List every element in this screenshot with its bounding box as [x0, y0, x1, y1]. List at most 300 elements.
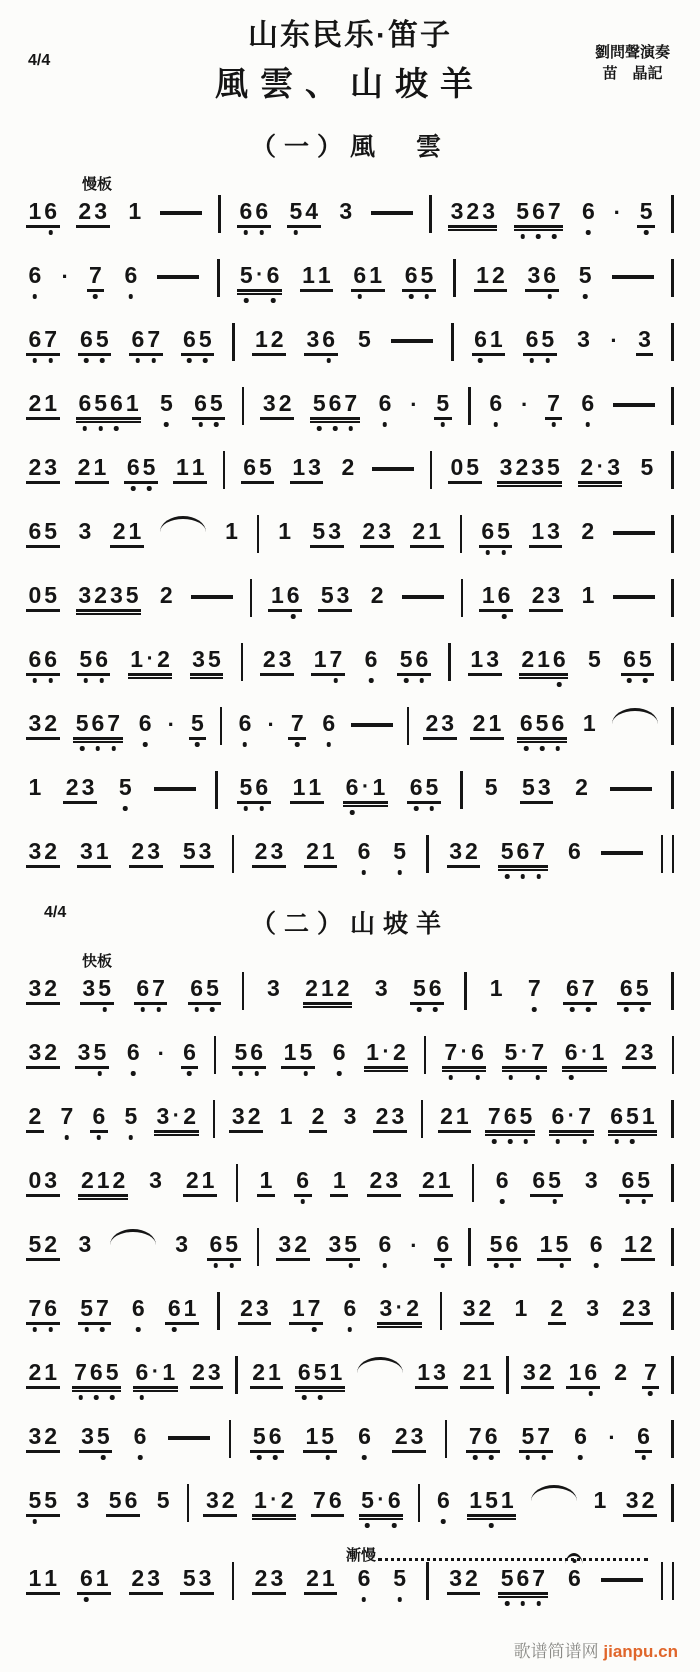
note-digit: 2 [28, 1359, 42, 1385]
note-digit: 1 [417, 1359, 431, 1385]
note-digit: 2 [341, 454, 355, 480]
note-digit: 1 [641, 1103, 655, 1129]
music-line [26, 1489, 674, 1533]
note-digit: 2 [466, 198, 480, 224]
note-digit: 1 [259, 1167, 273, 1193]
note-digit: 3 [625, 1487, 639, 1513]
note-group [410, 520, 444, 548]
low-octave-dot [397, 870, 402, 875]
note-digit: 1 [279, 1103, 293, 1129]
note-digit: 3 [109, 582, 123, 608]
note-digit: 7 [328, 648, 344, 671]
low-octave-dot [404, 678, 409, 683]
note-digit: 1 [437, 1167, 451, 1193]
note-group [318, 584, 352, 612]
note-digit: 2 [472, 710, 486, 736]
note-digit: 1 [623, 1231, 637, 1257]
note-group [126, 200, 144, 225]
note-digit: 5 [312, 1361, 328, 1384]
note-digit: 3 [586, 1295, 600, 1321]
note-digit: 1 [470, 646, 484, 672]
music-line [26, 328, 674, 372]
note-digit: 6 [403, 264, 419, 287]
low-octave-dot [78, 1395, 83, 1400]
low-octave-dot [570, 1007, 575, 1012]
augmentation-dot: · [580, 1040, 588, 1063]
note-digit: 3 [547, 582, 561, 608]
note-group [116, 776, 134, 801]
note-digit: 6 [94, 648, 110, 671]
note-digit: 1 [278, 518, 292, 544]
note-group [131, 1425, 149, 1450]
note-group [304, 840, 338, 868]
note-group [26, 977, 60, 1005]
low-octave-dot [84, 358, 89, 363]
note-digit: 3 [198, 1565, 212, 1591]
note-group [467, 1489, 516, 1517]
series-title: 山东民乐·笛子 [248, 19, 452, 52]
note-group [26, 1169, 60, 1197]
note-digit: 6 [502, 1105, 518, 1128]
note-digit: 7 [577, 1105, 593, 1128]
note-digit: 5 [97, 977, 113, 1000]
note-digit: 5 [398, 648, 414, 671]
note-digit: 5 [125, 582, 139, 608]
note-group [58, 1105, 76, 1130]
low-octave-dot [325, 1455, 330, 1460]
note-group [76, 392, 141, 420]
note-digit: 6 [515, 840, 531, 863]
note-digit: 3 [78, 1231, 92, 1257]
section2-tempo: 快板 [82, 953, 113, 970]
note-digit: 3 [28, 1039, 42, 1065]
page-title: 風雲、山坡羊 [215, 65, 485, 102]
note-digit: 1 [320, 975, 334, 1001]
note-digit: 7 [306, 1297, 322, 1320]
low-octave-dot [33, 294, 38, 299]
note-digit: 3 [339, 198, 353, 224]
watermark-site-name: 歌谱简谱网 [513, 1642, 599, 1661]
note-digit: 6 [78, 1567, 94, 1590]
note-group [128, 648, 173, 676]
note-digit: 1 [332, 1167, 346, 1193]
note-group [303, 1425, 337, 1453]
note-digit: 6 [357, 1425, 373, 1448]
barline [671, 1292, 674, 1330]
note-digit: 6 [132, 1425, 148, 1448]
note-group [154, 1105, 199, 1133]
note-group [407, 776, 441, 804]
note-group [26, 840, 60, 868]
note-digit: 1 [478, 1359, 492, 1385]
note-digit: 1 [283, 1039, 297, 1065]
barline [407, 707, 410, 745]
note-digit: 1 [44, 390, 58, 416]
barline [187, 1484, 190, 1522]
note-group [360, 520, 394, 548]
note-group [466, 1425, 500, 1453]
note-digit: 6 [182, 328, 198, 351]
note-group [252, 328, 286, 356]
note-digit: 0 [28, 582, 42, 608]
note-group [157, 392, 175, 417]
note-digit: 2 [294, 1231, 307, 1257]
note-digit: 2 [641, 1487, 655, 1513]
note-digit: 2 [580, 454, 594, 480]
note-digit: 7 [530, 1041, 546, 1064]
note-digit: 6 [550, 712, 566, 735]
note-digit: 6 [189, 977, 205, 1000]
augmentation-dot: · [521, 392, 529, 417]
note-group [415, 1361, 449, 1389]
augmentation-dot: · [610, 328, 618, 353]
low-octave-dot [489, 1455, 494, 1460]
low-octave-dot [48, 358, 53, 363]
note-digit: 5 [27, 1489, 43, 1512]
note-digit: 5 [190, 712, 206, 735]
note-digit: 5 [419, 264, 435, 287]
note-digit: 5 [435, 392, 451, 415]
barline [426, 1562, 429, 1600]
sustain-dash [168, 1436, 210, 1440]
augmentation-dot: · [382, 1040, 390, 1063]
note-digit: 2 [421, 1167, 435, 1193]
note-digit: 3 [527, 262, 541, 288]
note-digit: 2 [112, 518, 126, 544]
note-group [304, 328, 338, 356]
note-group [355, 1567, 373, 1592]
low-octave-dot [300, 1199, 305, 1204]
note-digit: 4 [305, 198, 319, 224]
note-digit: 6 [473, 328, 489, 351]
augmentation-dot: · [520, 1040, 528, 1063]
barline [232, 323, 235, 361]
low-octave-dot [214, 1263, 219, 1268]
low-octave-dot [365, 1523, 370, 1528]
note-digit: 6 [88, 1361, 104, 1384]
note-group [26, 1297, 60, 1325]
note-group [545, 392, 563, 420]
note-group [311, 648, 345, 676]
low-octave-dot [348, 1263, 353, 1268]
low-octave-dot [509, 1075, 514, 1080]
music-line [26, 584, 674, 628]
low-octave-dot [84, 1597, 89, 1602]
note-digit: 5 [208, 392, 224, 415]
note-group [203, 1489, 237, 1517]
low-octave-dot [131, 486, 136, 491]
low-octave-dot [586, 1007, 591, 1012]
note-group [78, 1169, 127, 1197]
note-digit: 5 [515, 200, 531, 223]
note-group [76, 520, 94, 545]
note-digit: 6 [238, 200, 254, 223]
barline [671, 771, 674, 809]
note-group [474, 264, 508, 292]
note-digit: 2 [538, 1359, 552, 1385]
note-digit: 1 [481, 582, 495, 608]
note-group [290, 776, 324, 804]
note-digit: 3 [28, 975, 42, 1001]
note-group [26, 1361, 60, 1389]
note-digit: 3 [306, 326, 320, 352]
note-group [637, 200, 655, 228]
note-digit: 6 [386, 1489, 402, 1512]
low-octave-dot [33, 358, 38, 363]
note-digit: 1 [531, 518, 545, 544]
note-group [341, 1105, 359, 1130]
note-digit: 5 [207, 646, 221, 672]
note-digit: 1 [593, 1487, 607, 1513]
note-digit: 7 [580, 977, 596, 1000]
note-digit: 2 [94, 582, 107, 608]
note-group [341, 1297, 359, 1322]
note-digit: 2 [462, 1359, 476, 1385]
note-group [572, 1425, 590, 1450]
low-octave-dot [84, 678, 89, 683]
music-line [26, 1361, 674, 1405]
note-digit: 6 [532, 1167, 546, 1193]
note-digit: 1 [581, 582, 595, 608]
low-octave-dot [257, 1455, 262, 1460]
note-group [575, 328, 593, 353]
note-group [133, 1361, 178, 1389]
note-group [134, 977, 168, 1005]
note-digit: 6 [483, 1425, 499, 1448]
low-octave-dot [99, 678, 104, 683]
low-octave-dot [304, 1071, 309, 1076]
low-octave-dot [33, 1327, 38, 1332]
music-line [26, 776, 674, 820]
note-digit: 2 [240, 1295, 253, 1321]
low-octave-dot [136, 358, 141, 363]
note-group [621, 1233, 655, 1261]
barline [461, 579, 464, 617]
barline [223, 451, 226, 489]
music-line [26, 1169, 674, 1213]
note-group [154, 1489, 172, 1514]
note-group [368, 584, 386, 609]
low-octave-dot [259, 806, 264, 811]
note-digit: 6 [435, 1233, 451, 1256]
note-digit: 5 [197, 328, 213, 351]
note-group [523, 328, 557, 356]
note-group [124, 1041, 142, 1066]
note-digit: 3 [78, 582, 92, 608]
low-octave-dot [362, 870, 367, 875]
note-digit: 2 [375, 1103, 389, 1129]
low-octave-dot [624, 1007, 629, 1012]
note-group [26, 1489, 60, 1517]
note-group [514, 200, 563, 228]
note-group [26, 1567, 60, 1595]
note-digit: 5 [79, 1297, 95, 1320]
note-group [410, 977, 444, 1005]
barline [671, 1228, 674, 1266]
note-group [619, 1169, 653, 1197]
note-digit: 6 [125, 456, 141, 479]
note-digit: 6 [123, 264, 139, 287]
note-digit: 6 [27, 648, 43, 671]
low-octave-dot [349, 426, 354, 431]
note-digit: 6 [130, 328, 146, 351]
note-digit: 2 [183, 1103, 197, 1129]
note-digit: 5 [312, 518, 326, 544]
note-digit: 5 [182, 1565, 196, 1591]
augmentation-dot: · [567, 1104, 575, 1127]
note-group [565, 840, 583, 865]
low-octave-dot [536, 874, 541, 879]
note-digit: 2 [28, 390, 42, 416]
note-digit: 6 [109, 392, 125, 415]
note-group [525, 264, 559, 292]
note-digit: 3 [378, 518, 392, 544]
note-digit: 6 [331, 1041, 347, 1064]
low-octave-dot [48, 678, 53, 683]
barline [453, 259, 456, 297]
barline [671, 1420, 674, 1458]
low-octave-dot [552, 1199, 557, 1204]
note-digit: 3 [486, 646, 500, 672]
sustain-dash [613, 595, 655, 599]
low-octave-dot [540, 746, 545, 751]
low-octave-dot [420, 678, 425, 683]
note-group [343, 776, 388, 804]
low-octave-dot [409, 294, 414, 299]
low-octave-dot [96, 746, 101, 751]
note-digit: 3 [175, 1231, 188, 1257]
note-digit: 1 [225, 518, 238, 544]
barline [250, 579, 253, 617]
note-digit: 3 [308, 454, 321, 480]
time-signature-1: 4/4 [28, 52, 51, 69]
barline [506, 1356, 509, 1394]
note-group [392, 1425, 426, 1453]
note-group [584, 1297, 602, 1322]
note-digit: 5 [636, 1169, 652, 1192]
note-digit: 7 [546, 200, 562, 223]
low-octave-dot [505, 874, 510, 879]
note-digit: 6 [488, 392, 504, 415]
low-octave-dot [627, 678, 632, 683]
note-digit: 2 [515, 454, 529, 480]
note-digit: 5 [518, 1105, 534, 1128]
note-group [188, 977, 222, 1005]
note-digit: 6 [352, 264, 368, 287]
music-line [26, 1297, 674, 1341]
note-digit: 3 [328, 518, 342, 544]
note-digit: 5 [424, 776, 440, 799]
low-octave-dot [475, 1075, 480, 1080]
note-digit: 5 [238, 264, 254, 287]
note-digit: 7 [486, 1105, 502, 1128]
augmentation-dot: · [613, 200, 621, 225]
low-octave-dot [101, 1455, 106, 1460]
note-group [339, 456, 357, 481]
note-group [487, 1233, 521, 1261]
note-group [391, 1567, 409, 1592]
low-octave-dot [110, 1395, 115, 1400]
note-digit: 5 [251, 1425, 267, 1448]
note-digit: 7 [467, 1425, 483, 1448]
note-group [460, 1361, 494, 1389]
note-group [26, 1041, 60, 1069]
note-group [434, 392, 452, 420]
note-digit: 0 [450, 454, 464, 480]
note-digit: 6 [79, 328, 95, 351]
note-group [359, 1489, 404, 1517]
note-digit: 3 [374, 975, 388, 1001]
note-group [373, 1105, 407, 1133]
note-digit: 1 [321, 1565, 335, 1591]
low-octave-dot [291, 614, 296, 619]
note-digit: 6 [254, 776, 270, 799]
note-group [447, 1567, 481, 1595]
low-octave-dot [430, 806, 435, 811]
note-digit: 5 [158, 392, 174, 415]
low-octave-dot [524, 746, 529, 751]
note-digit: 6 [134, 1361, 150, 1384]
note-digit: 3 [450, 198, 464, 224]
note-group [26, 648, 60, 676]
note-digit: 1 [321, 838, 335, 864]
low-octave-dot [114, 426, 119, 431]
note-group [529, 584, 563, 612]
note-digit: 6 [377, 1233, 393, 1256]
note-group [356, 1425, 374, 1450]
note-digit: 5 [44, 582, 58, 608]
note-group [265, 977, 283, 1002]
note-digit: 7 [88, 264, 104, 287]
note-digit: 7 [146, 328, 162, 351]
note-group [260, 648, 294, 676]
barline [215, 771, 218, 809]
low-octave-dot [123, 806, 128, 811]
note-group [26, 200, 60, 228]
low-octave-dot [510, 1263, 515, 1268]
note-group [377, 1297, 422, 1325]
note-digit: 2 [370, 582, 384, 608]
note-digit: 2 [77, 454, 91, 480]
low-octave-dot [138, 1455, 143, 1460]
note-digit: 3 [278, 1231, 292, 1257]
note-digit: 6 [566, 1567, 582, 1590]
note-digit: 2 [254, 1565, 268, 1591]
note-digit: 6 [408, 776, 424, 799]
note-digit: 3 [262, 390, 276, 416]
barline [242, 972, 245, 1010]
low-octave-dot [147, 486, 152, 491]
credit-performer: 劉問聲演奏 [594, 44, 670, 61]
note-group [72, 1361, 121, 1389]
note-digit: 3 [640, 1039, 654, 1065]
note-group [268, 584, 302, 612]
low-octave-dot [244, 298, 249, 303]
note-group [207, 1233, 241, 1261]
low-octave-dot [102, 1007, 107, 1012]
note-digit: 2 [575, 774, 588, 800]
note-digit: 5 [547, 1169, 563, 1192]
low-octave-dot [383, 422, 388, 427]
note-digit: 6 [77, 392, 93, 415]
note-digit: 7 [546, 392, 562, 415]
barline [671, 515, 674, 553]
note-digit: 6 [327, 392, 343, 415]
note-digit: 1 [313, 646, 327, 672]
note-digit: 7 [443, 1041, 459, 1064]
note-digit: 6 [254, 200, 270, 223]
note-digit: 3 [231, 1103, 245, 1129]
